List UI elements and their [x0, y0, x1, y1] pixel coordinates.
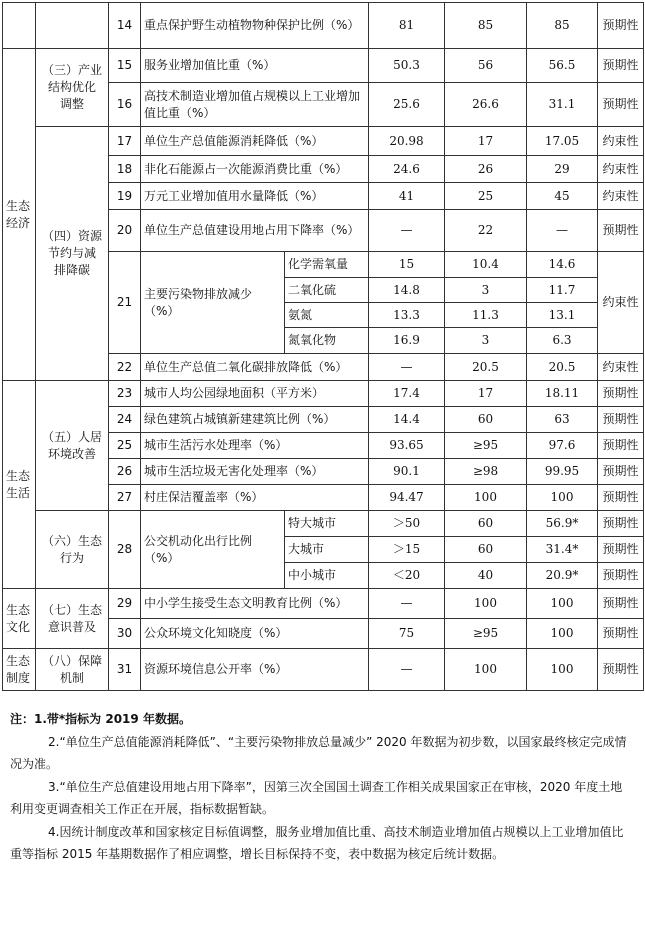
indicator-attribute: 预期性 — [598, 210, 644, 252]
value-actual: 45 — [527, 183, 598, 210]
value-target: 11.3 — [445, 303, 527, 328]
value-target: ≥98 — [445, 459, 527, 485]
indicator-name: 重点保护野生动植物物种保护比例（%） — [141, 3, 369, 49]
value-base: 93.65 — [369, 433, 445, 459]
value-actual: 63 — [527, 407, 598, 433]
row-number: 31 — [109, 649, 141, 691]
value-base: 41 — [369, 183, 445, 210]
value-actual: 100 — [527, 485, 598, 511]
value-target: 10.4 — [445, 252, 527, 278]
value-actual: 100 — [527, 619, 598, 649]
value-target: 3 — [445, 278, 527, 303]
value-target: ≥95 — [445, 433, 527, 459]
value-base: 16.9 — [369, 328, 445, 354]
value-actual: 100 — [527, 649, 598, 691]
sub-indicator-label: 中小城市 — [285, 563, 369, 589]
value-actual: 13.1 — [527, 303, 598, 328]
row-number: 15 — [109, 49, 141, 83]
indicator-name: 非化石能源占一次能源消费比重（%） — [141, 156, 369, 183]
value-base: 20.98 — [369, 127, 445, 156]
indicator-table — [2, 2, 644, 691]
value-base: 94.47 — [369, 485, 445, 511]
table-row — [3, 649, 644, 691]
category-4: （四）资源 节约与减 排降碳 — [36, 127, 109, 381]
sub-indicator-label: 氨氮 — [285, 303, 369, 328]
row-number: 28 — [109, 511, 141, 589]
indicator-name: 村庄保洁覆盖率（%） — [141, 485, 369, 511]
value-actual: 85 — [527, 3, 598, 49]
indicator-attribute: 预期性 — [598, 381, 644, 407]
value-base: 25.6 — [369, 83, 445, 127]
table-notes — [10, 708, 632, 866]
value-actual: 17.05 — [527, 127, 598, 156]
value-base: 14.8 — [369, 278, 445, 303]
value-base: — — [369, 649, 445, 691]
indicator-name: 绿色建筑占城镇新建建筑比例（%） — [141, 407, 369, 433]
value-target: 25 — [445, 183, 527, 210]
value-actual: 31.4* — [527, 537, 598, 563]
value-target: 56 — [445, 49, 527, 83]
table-row — [3, 127, 644, 156]
indicator-attribute: 预期性 — [598, 3, 644, 49]
indicator-name: 高技术制造业增加值占规模以上工业增加值比重（%） — [141, 83, 369, 127]
indicator-attribute: 预期性 — [598, 485, 644, 511]
value-base: ＜20 — [369, 563, 445, 589]
value-actual: — — [527, 210, 598, 252]
indicator-attribute: 约束性 — [598, 156, 644, 183]
value-actual: 97.6 — [527, 433, 598, 459]
sub-indicator-label: 大城市 — [285, 537, 369, 563]
value-target: 60 — [445, 511, 527, 537]
value-actual: 100 — [527, 589, 598, 619]
value-actual: 29 — [527, 156, 598, 183]
value-base: 14.4 — [369, 407, 445, 433]
value-target: 100 — [445, 589, 527, 619]
value-actual: 6.3 — [527, 328, 598, 354]
indicator-attribute: 预期性 — [598, 563, 644, 589]
value-target: 85 — [445, 3, 527, 49]
dimension-eco-system: 生态 制度 — [3, 649, 36, 691]
row-number: 16 — [109, 83, 141, 127]
table-row — [3, 381, 644, 407]
value-actual: 99.95 — [527, 459, 598, 485]
value-target: 3 — [445, 328, 527, 354]
indicator-name: 中小学生接受生态文明教育比例（%） — [141, 589, 369, 619]
value-actual: 18.11 — [527, 381, 598, 407]
dimension-eco-life: 生态 生活 — [3, 381, 36, 589]
indicator-attribute: 预期性 — [598, 49, 644, 83]
sub-indicator-label: 特大城市 — [285, 511, 369, 537]
value-base: — — [369, 589, 445, 619]
value-target: 17 — [445, 127, 527, 156]
indicator-attribute: 预期性 — [598, 407, 644, 433]
value-target: 26 — [445, 156, 527, 183]
table-row — [3, 511, 644, 537]
value-base: 17.4 — [369, 381, 445, 407]
value-target: 60 — [445, 537, 527, 563]
value-actual: 31.1 — [527, 83, 598, 127]
indicator-attribute: 预期性 — [598, 619, 644, 649]
value-base: 13.3 — [369, 303, 445, 328]
indicator-attribute: 预期性 — [598, 589, 644, 619]
value-base: 90.1 — [369, 459, 445, 485]
value-target: 60 — [445, 407, 527, 433]
indicator-name: 公众环境文化知晓度（%） — [141, 619, 369, 649]
value-base: 24.6 — [369, 156, 445, 183]
row-number: 27 — [109, 485, 141, 511]
value-actual: 14.6 — [527, 252, 598, 278]
indicator-attribute: 约束性 — [598, 252, 644, 354]
note-1: 注：1.带*指标为 2019 年数据。 — [10, 712, 191, 726]
value-base: 81 — [369, 3, 445, 49]
value-actual: 56.9* — [527, 511, 598, 537]
sub-indicator-label: 氮氧化物 — [285, 328, 369, 354]
value-base: ＞50 — [369, 511, 445, 537]
row-number: 19 — [109, 183, 141, 210]
value-base: — — [369, 210, 445, 252]
row-number: 25 — [109, 433, 141, 459]
value-base: 50.3 — [369, 49, 445, 83]
note-2: 2.“单位生产总值能源消耗降低”、“主要污染物排放总量减少” 2020 年数据为初步数，以国家最终核定完成情况为准。 — [10, 734, 627, 771]
category-8: （八）保障 机制 — [36, 649, 109, 691]
note-4: 4.因统计制度改革和国家核定目标值调整，服务业增加值比重、高技术制造业增加值占规模以上工业增加值比重等指标 2015 年基期数据作了相应调整，增长目标保持不变，表中数据为核定后统计数据。 — [10, 824, 624, 861]
indicator-name: 单位生产总值能源消耗降低（%） — [141, 127, 369, 156]
indicator-name: 城市生活污水处理率（%） — [141, 433, 369, 459]
table-row — [3, 49, 644, 83]
row-number: 24 — [109, 407, 141, 433]
indicator-name: 城市生活垃圾无害化处理率（%） — [141, 459, 369, 485]
table-row — [3, 3, 644, 49]
value-base: — — [369, 354, 445, 381]
value-target: 100 — [445, 649, 527, 691]
table-row — [3, 589, 644, 619]
category-3: （三）产业 结构优化 调整 — [36, 49, 109, 127]
note-3: 3.“单位生产总值建设用地占用下降率”，因第三次全国国土调查工作相关成果国家正在审核，2020 年度土地利用变更调查相关工作正在开展，指标数据暂缺。 — [10, 779, 623, 816]
value-actual: 11.7 — [527, 278, 598, 303]
dimension-eco-economy: 生态 经济 — [3, 49, 36, 381]
value-base: 15 — [369, 252, 445, 278]
indicator-attribute: 预期性 — [598, 433, 644, 459]
value-target: 40 — [445, 563, 527, 589]
indicator-name: 主要污染物排放减少（%） — [141, 252, 285, 354]
dimension-eco-culture: 生态 文化 — [3, 589, 36, 649]
value-base: 75 — [369, 619, 445, 649]
indicator-name: 资源环境信息公开率（%） — [141, 649, 369, 691]
value-target: 26.6 — [445, 83, 527, 127]
indicator-name: 城市人均公园绿地面积（平方米） — [141, 381, 369, 407]
indicator-name: 万元工业增加值用水量降低（%） — [141, 183, 369, 210]
row-number: 14 — [109, 3, 141, 49]
value-target: 17 — [445, 381, 527, 407]
indicator-attribute: 预期性 — [598, 649, 644, 691]
row-number: 21 — [109, 252, 141, 354]
row-number: 22 — [109, 354, 141, 381]
category-6: （六）生态 行为 — [36, 511, 109, 589]
indicator-attribute: 约束性 — [598, 127, 644, 156]
row-number: 17 — [109, 127, 141, 156]
indicator-attribute: 预期性 — [598, 511, 644, 537]
indicator-name: 公交机动化出行比例（%） — [141, 511, 285, 589]
row-number: 29 — [109, 589, 141, 619]
value-actual: 20.9* — [527, 563, 598, 589]
row-number: 26 — [109, 459, 141, 485]
indicator-attribute: 预期性 — [598, 459, 644, 485]
value-actual: 20.5 — [527, 354, 598, 381]
indicator-name: 单位生产总值二氧化碳排放降低（%） — [141, 354, 369, 381]
value-base: ＞15 — [369, 537, 445, 563]
value-target: 20.5 — [445, 354, 527, 381]
row-number: 23 — [109, 381, 141, 407]
category-5: （五）人居 环境改善 — [36, 381, 109, 511]
value-target: 100 — [445, 485, 527, 511]
row-number: 30 — [109, 619, 141, 649]
indicator-attribute: 预期性 — [598, 537, 644, 563]
row-number: 20 — [109, 210, 141, 252]
indicator-name: 服务业增加值比重（%） — [141, 49, 369, 83]
indicator-attribute: 约束性 — [598, 354, 644, 381]
sub-indicator-label: 二氧化硫 — [285, 278, 369, 303]
indicator-attribute: 预期性 — [598, 83, 644, 127]
sub-indicator-label: 化学需氧量 — [285, 252, 369, 278]
indicator-name: 单位生产总值建设用地占用下降率（%） — [141, 210, 369, 252]
value-target: ≥95 — [445, 619, 527, 649]
value-actual: 56.5 — [527, 49, 598, 83]
indicator-attribute: 约束性 — [598, 183, 644, 210]
category-7: （七）生态 意识普及 — [36, 589, 109, 649]
value-target: 22 — [445, 210, 527, 252]
row-number: 18 — [109, 156, 141, 183]
